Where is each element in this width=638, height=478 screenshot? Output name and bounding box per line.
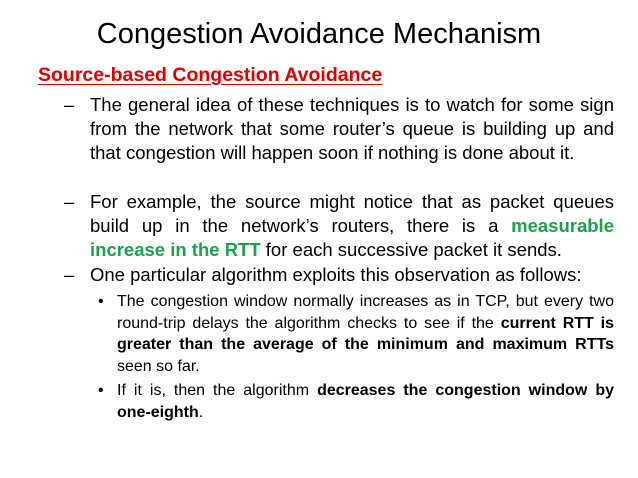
- bullet-item: [64, 93, 614, 165]
- bold-text: current RTT is greater than the average of the minimum and maximum RTTs: [117, 314, 614, 353]
- dash-marker: –: [64, 191, 75, 212]
- section-subheading: Source-based Congestion Avoidance: [38, 64, 383, 86]
- dash-marker: –: [64, 264, 75, 285]
- sub-bullet-text: [117, 291, 614, 377]
- sub-bullet-text: [117, 380, 614, 423]
- sub-bullet-text-part: The congestion window normally increases as in TCP, but every two round-trip delays the algorithm checks to see if the: [117, 293, 614, 332]
- sub-bullet-item: [98, 380, 614, 423]
- sub-bullet-text-part: If it is, then the algorithm: [117, 382, 318, 399]
- bullet-text: One particular algorithm exploits this observation as follows:: [90, 264, 582, 285]
- bullet-text-part: For example, the source might notice that as packet queues build up in the network’s routers, there is a: [90, 191, 614, 236]
- bold-text: decreases the congestion window by one-eighth: [117, 382, 615, 421]
- bullet-text: [90, 190, 614, 262]
- sub-bullet-text-part: seen so far.: [117, 357, 200, 375]
- bullet-dot-marker: •: [98, 293, 104, 310]
- bullet-text: The general idea of these techniques is to watch for some sign from the network that some router’s queue is building up and that congestion will happen soon if nothing is done about it.: [90, 94, 614, 163]
- bullet-text-part: for each successive packet it sends.: [260, 239, 562, 260]
- bullet-item: [64, 263, 614, 287]
- slide-title: Congestion Avoidance Mechanism: [96, 18, 542, 50]
- bullet-item: [64, 190, 614, 262]
- dash-marker: –: [64, 94, 75, 115]
- sub-bullet-item: [98, 291, 614, 377]
- sub-bullet-text-part: .: [198, 403, 204, 421]
- bullet-dot-marker: •: [98, 382, 104, 399]
- highlight-text: measurable increase in the RTT: [90, 215, 614, 260]
